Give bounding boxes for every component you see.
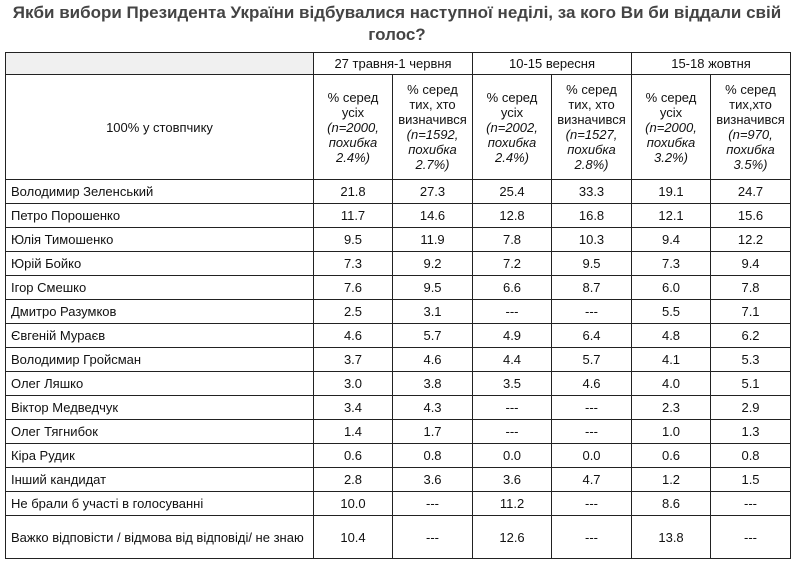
period-header: 15-18 жовтня xyxy=(632,53,791,75)
column-header xyxy=(314,75,393,180)
candidate-name: Віктор Медведчук xyxy=(6,396,314,420)
candidate-name: Кіра Рудик xyxy=(6,444,314,468)
value-cell: 19.1 xyxy=(632,180,711,204)
candidate-name: Євгеній Мураєв xyxy=(6,324,314,348)
value-cell: 1.3 xyxy=(711,420,791,444)
value-cell: 7.3 xyxy=(632,252,711,276)
candidate-name: Володимир Зеленський xyxy=(6,180,314,204)
value-cell: 2.5 xyxy=(314,300,393,324)
column-header-sample: (n=1527, похибка 2.8%) xyxy=(565,127,618,172)
value-cell: 7.3 xyxy=(314,252,393,276)
value-cell: 3.7 xyxy=(314,348,393,372)
column-header-sample: (n=970, похибка 3.5%) xyxy=(726,127,775,172)
value-cell: 6.0 xyxy=(632,276,711,300)
value-cell: 4.4 xyxy=(473,348,552,372)
corner-label: 100% у стовпчику xyxy=(6,75,314,180)
value-cell: 4.1 xyxy=(632,348,711,372)
column-header-label: % серед усіх xyxy=(327,89,379,120)
value-cell: 4.8 xyxy=(632,324,711,348)
value-cell: 5.5 xyxy=(632,300,711,324)
value-cell: 1.4 xyxy=(314,420,393,444)
table-row xyxy=(6,300,791,324)
value-cell: 10.3 xyxy=(552,228,632,252)
value-cell: 4.9 xyxy=(473,324,552,348)
value-cell: 6.6 xyxy=(473,276,552,300)
column-header-sample: (n=2002, похибка 2.4%) xyxy=(486,119,538,165)
value-cell: 1.0 xyxy=(632,420,711,444)
value-cell: 15.6 xyxy=(711,204,791,228)
value-cell: 3.5 xyxy=(473,372,552,396)
value-cell: --- xyxy=(552,396,632,420)
value-cell: 5.3 xyxy=(711,348,791,372)
value-cell: 11.7 xyxy=(314,204,393,228)
column-header-sample: (n=2000, похибка 2.4%) xyxy=(327,119,379,165)
value-cell: 4.6 xyxy=(393,348,473,372)
table-row xyxy=(6,516,791,559)
value-cell: 9.5 xyxy=(314,228,393,252)
candidate-name: Не брали б участі в голосуванні xyxy=(6,492,314,516)
value-cell: --- xyxy=(473,420,552,444)
value-cell: 9.4 xyxy=(632,228,711,252)
value-cell: 11.9 xyxy=(393,228,473,252)
candidate-name: Інший кандидат xyxy=(6,468,314,492)
value-cell: 7.1 xyxy=(711,300,791,324)
value-cell: 6.2 xyxy=(711,324,791,348)
table-row xyxy=(6,252,791,276)
value-cell: 12.6 xyxy=(473,516,552,559)
value-cell: 0.8 xyxy=(711,444,791,468)
value-cell: 4.7 xyxy=(552,468,632,492)
value-cell: 25.4 xyxy=(473,180,552,204)
value-cell: 13.8 xyxy=(632,516,711,559)
value-cell: 2.9 xyxy=(711,396,791,420)
value-cell: 2.3 xyxy=(632,396,711,420)
candidate-name: Олег Тягнибок xyxy=(6,420,314,444)
candidate-name: Олег Ляшко xyxy=(6,372,314,396)
value-cell: 6.4 xyxy=(552,324,632,348)
value-cell: 3.1 xyxy=(393,300,473,324)
column-header-label: % серед усіх xyxy=(645,89,697,120)
value-cell: 0.0 xyxy=(552,444,632,468)
column-header xyxy=(473,75,552,180)
candidate-name: Важко відповісти / відмова від відповіді/ не знаю xyxy=(6,516,314,559)
value-cell: 9.5 xyxy=(393,276,473,300)
value-cell: 0.8 xyxy=(393,444,473,468)
value-cell: 8.6 xyxy=(632,492,711,516)
value-cell: 1.5 xyxy=(711,468,791,492)
candidate-name: Петро Порошенко xyxy=(6,204,314,228)
column-header-sample: (n=1592, похибка 2.7%) xyxy=(406,127,459,172)
column-header-label: % серед тих, хто визначився xyxy=(398,82,467,127)
value-cell: 4.0 xyxy=(632,372,711,396)
table-row xyxy=(6,420,791,444)
value-cell: 9.4 xyxy=(711,252,791,276)
value-cell: --- xyxy=(552,300,632,324)
value-cell: --- xyxy=(552,420,632,444)
value-cell: 16.8 xyxy=(552,204,632,228)
table-row xyxy=(6,276,791,300)
column-header xyxy=(711,75,791,180)
table-row xyxy=(6,468,791,492)
value-cell: 1.2 xyxy=(632,468,711,492)
column-header xyxy=(552,75,632,180)
poll-results-table xyxy=(5,52,791,559)
period-header: 10-15 вересня xyxy=(473,53,632,75)
column-header xyxy=(393,75,473,180)
value-cell: 4.6 xyxy=(552,372,632,396)
page-title: Якби вибори Президента України відбувалися наступної неділі, за кого Ви би віддали свій голос? xyxy=(12,3,782,44)
period-header: 27 травня-1 червня xyxy=(314,53,473,75)
column-header-label: % серед тих,хто визначився xyxy=(716,82,785,127)
value-cell: --- xyxy=(393,492,473,516)
value-cell: 3.6 xyxy=(393,468,473,492)
candidate-name: Ігор Смешко xyxy=(6,276,314,300)
value-cell: 3.6 xyxy=(473,468,552,492)
value-cell: 8.7 xyxy=(552,276,632,300)
value-cell: --- xyxy=(552,492,632,516)
value-cell: 5.7 xyxy=(552,348,632,372)
value-cell: 21.8 xyxy=(314,180,393,204)
column-header-label: % серед усіх xyxy=(486,89,538,120)
value-cell: --- xyxy=(711,492,791,516)
value-cell: 5.1 xyxy=(711,372,791,396)
column-header-row xyxy=(6,75,791,180)
column-header-sample: (n=2000, похибка 3.2%) xyxy=(645,119,697,165)
value-cell: 7.6 xyxy=(314,276,393,300)
period-header-row xyxy=(6,53,791,75)
value-cell: 7.2 xyxy=(473,252,552,276)
value-cell: 9.2 xyxy=(393,252,473,276)
table-body xyxy=(6,180,791,559)
value-cell: 12.8 xyxy=(473,204,552,228)
table-row xyxy=(6,324,791,348)
value-cell: 27.3 xyxy=(393,180,473,204)
value-cell: 33.3 xyxy=(552,180,632,204)
value-cell: --- xyxy=(473,396,552,420)
column-header-label: % серед тих, хто визначився xyxy=(557,82,626,127)
table-row xyxy=(6,444,791,468)
table-row xyxy=(6,492,791,516)
table-row xyxy=(6,348,791,372)
value-cell: --- xyxy=(393,516,473,559)
table-row xyxy=(6,372,791,396)
value-cell: 10.4 xyxy=(314,516,393,559)
value-cell: --- xyxy=(473,300,552,324)
value-cell: 0.6 xyxy=(632,444,711,468)
table-row xyxy=(6,204,791,228)
value-cell: 4.6 xyxy=(314,324,393,348)
value-cell: 2.8 xyxy=(314,468,393,492)
value-cell: 0.6 xyxy=(314,444,393,468)
candidate-name: Юрій Бойко xyxy=(6,252,314,276)
value-cell: 7.8 xyxy=(473,228,552,252)
candidate-name: Володимир Гройсман xyxy=(6,348,314,372)
value-cell: 0.0 xyxy=(473,444,552,468)
value-cell: 12.1 xyxy=(632,204,711,228)
value-cell: 14.6 xyxy=(393,204,473,228)
value-cell: 12.2 xyxy=(711,228,791,252)
value-cell: 10.0 xyxy=(314,492,393,516)
blank-header-cell xyxy=(6,53,314,75)
value-cell: 3.4 xyxy=(314,396,393,420)
value-cell: 9.5 xyxy=(552,252,632,276)
value-cell: 1.7 xyxy=(393,420,473,444)
value-cell: --- xyxy=(552,516,632,559)
value-cell: 4.3 xyxy=(393,396,473,420)
value-cell: 5.7 xyxy=(393,324,473,348)
value-cell: --- xyxy=(711,516,791,559)
table-row xyxy=(6,228,791,252)
value-cell: 3.0 xyxy=(314,372,393,396)
value-cell: 7.8 xyxy=(711,276,791,300)
table-row xyxy=(6,396,791,420)
value-cell: 11.2 xyxy=(473,492,552,516)
value-cell: 3.8 xyxy=(393,372,473,396)
table-row xyxy=(6,180,791,204)
column-header xyxy=(632,75,711,180)
value-cell: 24.7 xyxy=(711,180,791,204)
candidate-name: Юлія Тимошенко xyxy=(6,228,314,252)
candidate-name: Дмитро Разумков xyxy=(6,300,314,324)
